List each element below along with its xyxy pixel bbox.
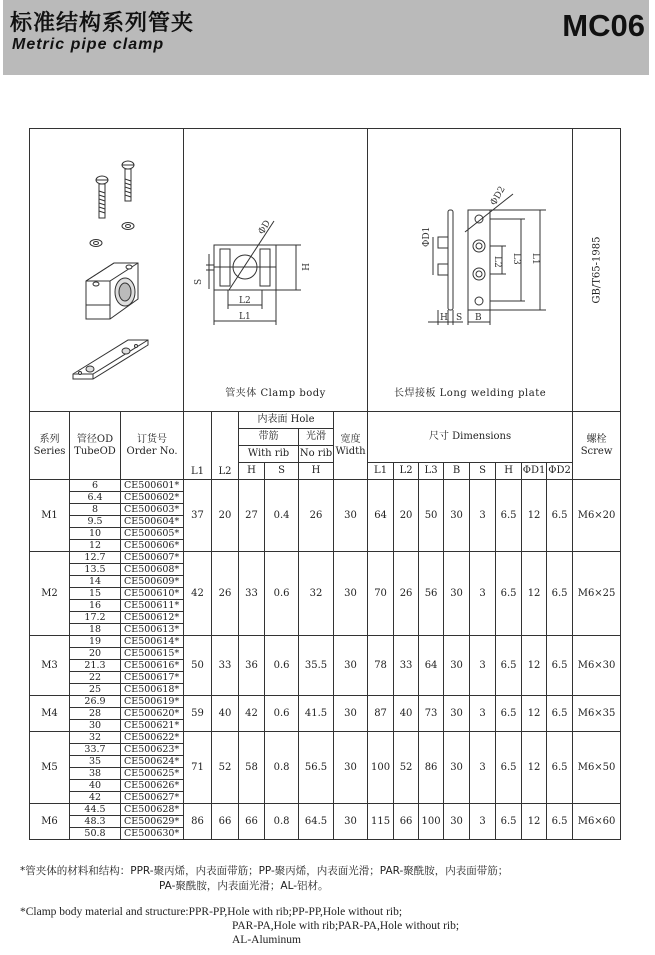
cell-tube-od-item: 19	[70, 636, 120, 648]
cell-tube-od-item: 21.3	[70, 660, 120, 672]
cell-dim-s: 3	[470, 552, 496, 636]
cell-dim-s: 3	[470, 636, 496, 696]
cell-order-no	[121, 552, 184, 636]
standard-cell	[573, 129, 621, 412]
cell-tube-od	[70, 552, 121, 636]
table-row	[30, 480, 621, 552]
cell-dim-b: 30	[444, 552, 470, 636]
header-no-rib: No rib	[299, 446, 334, 463]
header-dim-d2: ΦD2	[547, 463, 573, 480]
cell-l1: 59	[184, 696, 212, 732]
cell-dim-l3: 86	[419, 732, 444, 804]
cell-tube-od-item: 25	[88, 684, 102, 695]
cell-tube-od-item: 10	[70, 528, 120, 540]
cell-tube-od-item: 8	[70, 504, 120, 516]
cell-order-no-item: CE500608*	[121, 564, 183, 576]
header-dim-l1: L1	[368, 463, 394, 480]
cell-dim-b: 30	[444, 696, 470, 732]
cell-s: 0.4	[265, 480, 299, 552]
cell-order-no-item: CE500628*	[121, 804, 183, 816]
cell-l2: 40	[212, 696, 239, 732]
cell-series: M2	[30, 552, 70, 636]
note-en-line-1: *Clamp body material and structure:PPR-PP,Hole with rib;PP-PP,Hole without rib;	[20, 906, 403, 918]
header-dim-l2: L2	[394, 463, 419, 480]
cell-tube-od-item: 14	[70, 576, 120, 588]
cell-dim-l3: 56	[419, 552, 444, 636]
cell-order-no-item: CE500620*	[121, 708, 183, 720]
cell-tube-od-item: 26.9	[70, 696, 120, 708]
cell-order-no-item: CE500627*	[124, 792, 180, 803]
cell-order-no-item: CE500621*	[124, 720, 180, 731]
cell-width: 30	[334, 696, 368, 732]
title-cn: 标准结构系列管夹	[10, 11, 195, 36]
cell-dim-l1: 100	[368, 732, 394, 804]
header-s: S	[265, 463, 299, 480]
cell-l2: 52	[212, 732, 239, 804]
welding-plate-caption: 长焊接板 Long welding plate	[393, 387, 547, 399]
cell-l1: 86	[184, 804, 212, 840]
label-h-plate: H	[440, 313, 448, 323]
cell-order-no	[121, 480, 184, 552]
label-phi-d2: ΦD2	[489, 184, 508, 208]
cell-dim-l2: 26	[394, 552, 419, 636]
cell-s: 0.6	[265, 636, 299, 696]
header-smooth-cn: 光滑	[299, 429, 334, 446]
cell-dim-l2: 52	[394, 732, 419, 804]
cell-tube-od-item: 38	[70, 768, 120, 780]
notes-en	[20, 905, 459, 947]
cell-series: M3	[30, 636, 70, 696]
cell-tube-od-item: 12	[88, 540, 102, 551]
cell-tube-od	[70, 636, 121, 696]
cell-order-no-item: CE500618*	[124, 684, 180, 695]
standard-label: GB/T65-1985	[590, 236, 602, 304]
spec-table	[29, 128, 621, 840]
cell-l2: 33	[212, 636, 239, 696]
cell-tube-od-item: 30	[88, 720, 102, 731]
table-body	[30, 480, 621, 840]
label-l2: L2	[239, 296, 251, 306]
cell-dim-h: 6.5	[496, 732, 522, 804]
cell-dim-d2: 6.5	[547, 804, 573, 840]
cell-dim-l1: 87	[368, 696, 394, 732]
cell-l2: 26	[212, 552, 239, 636]
cell-dim-d2: 6.5	[547, 480, 573, 552]
table-row	[30, 804, 621, 840]
product-code: MC06	[562, 8, 645, 43]
cell-tube-od-item: 35	[70, 756, 120, 768]
welding-plate-figure	[368, 129, 573, 412]
cell-dim-l2: 33	[394, 636, 419, 696]
figure-row	[30, 129, 621, 412]
header-l1: L1	[184, 412, 212, 480]
header-l2: L2	[212, 412, 239, 480]
clamp-body-diagram-icon	[184, 129, 368, 411]
cell-l2: 20	[212, 480, 239, 552]
cell-l1: 42	[184, 552, 212, 636]
cell-dim-d1: 12	[522, 480, 547, 552]
cell-order-no-item: CE500615*	[121, 648, 183, 660]
cell-width: 30	[334, 636, 368, 696]
cell-dim-d2: 6.5	[547, 552, 573, 636]
cell-dim-l3: 64	[419, 636, 444, 696]
cell-screw: M6×50	[573, 732, 621, 804]
cell-tube-od-item: 44.5	[70, 804, 120, 816]
cell-tube-od-item: 18	[88, 624, 102, 635]
cell-tube-od-item: 48.3	[70, 816, 120, 828]
cell-h: 66	[239, 804, 265, 840]
cell-dim-l1: 64	[368, 480, 394, 552]
header-dimensions: 尺寸 Dimensions	[368, 412, 573, 463]
cell-dim-d2: 6.5	[547, 696, 573, 732]
cell-dim-h: 6.5	[496, 636, 522, 696]
cell-dim-d1: 12	[522, 732, 547, 804]
cell-screw: M6×25	[573, 552, 621, 636]
cell-screw: M6×35	[573, 696, 621, 732]
clamp-assembly-icon	[30, 129, 184, 411]
cell-dim-s: 3	[470, 732, 496, 804]
cell-order-no-item: CE500617*	[121, 672, 183, 684]
label-phi-d: ΦD	[256, 218, 273, 237]
label-b-plate: B	[475, 313, 482, 323]
cell-l2: 66	[212, 804, 239, 840]
note-en-line-2: PAR-PA,Hole with rib;PAR-PA,Hole without rib;	[232, 920, 460, 932]
label-l2-plate: L2	[492, 256, 503, 268]
table-row	[30, 552, 621, 636]
cell-order-no	[121, 732, 184, 804]
header-screw: 螺栓 Screw	[573, 412, 621, 480]
cell-tube-od-item: 50.8	[84, 828, 106, 839]
cell-width: 30	[334, 804, 368, 840]
cell-tube-od	[70, 696, 121, 732]
cell-tube-od-item: 16	[70, 600, 120, 612]
cell-h: 27	[239, 480, 265, 552]
cell-tube-od-item: 6.4	[70, 492, 120, 504]
header-order-no: 订货号 Order No.	[121, 412, 184, 480]
cell-tube-od-item: 13.5	[70, 564, 120, 576]
cell-h-norib: 64.5	[299, 804, 334, 840]
cell-order-no-item: CE500614*	[121, 636, 183, 648]
header-dim-s: S	[470, 463, 496, 480]
label-l3-plate: L3	[511, 253, 522, 265]
cell-dim-l2: 66	[394, 804, 419, 840]
header-rib-cn: 带筋	[239, 429, 299, 446]
table-row	[30, 636, 621, 696]
cell-h: 42	[239, 696, 265, 732]
header-with-rib: With rib	[239, 446, 299, 463]
cell-h-norib: 32	[299, 552, 334, 636]
cell-dim-l3: 73	[419, 696, 444, 732]
cell-dim-h: 6.5	[496, 480, 522, 552]
cell-tube-od-item: 33.7	[70, 744, 120, 756]
cell-h-norib: 41.5	[299, 696, 334, 732]
cell-tube-od-item: 20	[70, 648, 120, 660]
cell-tube-od-item: 22	[70, 672, 120, 684]
cell-order-no-item: CE500607*	[121, 552, 183, 564]
header-dim-b: B	[444, 463, 470, 480]
welding-plate-diagram-icon	[368, 129, 573, 411]
cell-screw: M6×30	[573, 636, 621, 696]
cell-tube-od-item: 17.2	[70, 612, 120, 624]
cell-dim-b: 30	[444, 732, 470, 804]
cell-l1: 50	[184, 636, 212, 696]
cell-dim-d1: 12	[522, 804, 547, 840]
cell-s: 0.6	[265, 696, 299, 732]
cell-order-no-item: CE500606*	[124, 540, 180, 551]
cell-h: 36	[239, 636, 265, 696]
cell-tube-od-item: 12.7	[70, 552, 120, 564]
cell-width: 30	[334, 480, 368, 552]
cell-series: M5	[30, 732, 70, 804]
cell-order-no-item: CE500603*	[121, 504, 183, 516]
cell-h-norib: 26	[299, 480, 334, 552]
cell-tube-od	[70, 732, 121, 804]
cell-series: M4	[30, 696, 70, 732]
header-hole: 内表面 Hole	[239, 412, 334, 429]
label-h: H	[299, 263, 310, 271]
cell-order-no-item: CE500605*	[121, 528, 183, 540]
cell-tube-od	[70, 480, 121, 552]
cell-dim-l3: 100	[419, 804, 444, 840]
cell-order-no-item: CE500624*	[121, 756, 183, 768]
cell-dim-l3: 50	[419, 480, 444, 552]
cell-width: 30	[334, 732, 368, 804]
cell-dim-l1: 70	[368, 552, 394, 636]
cell-dim-l1: 115	[368, 804, 394, 840]
label-l1-plate: L1	[530, 253, 541, 265]
cell-l1: 37	[184, 480, 212, 552]
cell-tube-od-item: 28	[70, 708, 120, 720]
label-s-plate: S	[456, 313, 463, 323]
cell-s: 0.8	[265, 804, 299, 840]
header-tube-od: 管径OD TubeOD	[70, 412, 121, 480]
cell-dim-b: 30	[444, 804, 470, 840]
cell-order-no-item: CE500604*	[121, 516, 183, 528]
cell-order-no-item: CE500609*	[121, 576, 183, 588]
clamp-body-caption: 管夹体 Clamp body	[225, 387, 326, 399]
cell-h-norib: 35.5	[299, 636, 334, 696]
cell-order-no-item: CE500601*	[121, 480, 183, 492]
cell-tube-od-item: 42	[88, 792, 102, 803]
cell-order-no-item: CE500623*	[121, 744, 183, 756]
cell-order-no-item: CE500610*	[121, 588, 183, 600]
cell-dim-s: 3	[470, 804, 496, 840]
cell-order-no	[121, 804, 184, 840]
table-row	[30, 732, 621, 804]
cell-dim-l1: 78	[368, 636, 394, 696]
cell-dim-d2: 6.5	[547, 636, 573, 696]
label-l1: L1	[239, 312, 251, 322]
cell-order-no-item: CE500613*	[124, 624, 180, 635]
cell-order-no-item: CE500625*	[121, 768, 183, 780]
note-cn-line-1: *管夹体的材料和结构：PPR-聚丙烯，内表面带筋；PP-聚丙烯，内表面光滑；PAR-聚酰胺，内表面带筋；	[20, 865, 509, 877]
note-en-line-3: AL-Aluminum	[232, 934, 301, 946]
cell-dim-s: 3	[470, 480, 496, 552]
cell-order-no-item: CE500612*	[121, 612, 183, 624]
cell-order-no-item: CE500629*	[121, 816, 183, 828]
cell-screw: M6×60	[573, 804, 621, 840]
cell-dim-d1: 12	[522, 636, 547, 696]
cell-tube-od	[70, 804, 121, 840]
header-series: 系列 Series	[30, 412, 70, 480]
title-en: Metric pipe clamp	[12, 36, 165, 53]
cell-tube-od-item: 40	[70, 780, 120, 792]
cell-s: 0.8	[265, 732, 299, 804]
header-h: H	[239, 463, 265, 480]
cell-dim-d1: 12	[522, 552, 547, 636]
header-dim-d1: ΦD1	[522, 463, 547, 480]
table-row	[30, 696, 621, 732]
cell-order-no-item: CE500622*	[121, 732, 183, 744]
header-dim-l3: L3	[419, 463, 444, 480]
cell-dim-s: 3	[470, 696, 496, 732]
label-phi-d1: ΦD1	[422, 226, 433, 247]
cell-dim-h: 6.5	[496, 804, 522, 840]
cell-order-no	[121, 696, 184, 732]
cell-h-norib: 56.5	[299, 732, 334, 804]
label-s: S	[194, 278, 205, 285]
cell-h: 33	[239, 552, 265, 636]
cell-dim-d2: 6.5	[547, 732, 573, 804]
cell-dim-b: 30	[444, 480, 470, 552]
cell-tube-od-item: 32	[70, 732, 120, 744]
cell-dim-d1: 12	[522, 696, 547, 732]
exploded-view-figure	[30, 129, 184, 412]
note-cn-line-2: PA-聚酰胺，内表面光滑；AL-铝材。	[159, 880, 329, 892]
cell-h: 58	[239, 732, 265, 804]
cell-order-no-item: CE500616*	[121, 660, 183, 672]
header-h-norib: H	[299, 463, 334, 480]
cell-dim-l2: 20	[394, 480, 419, 552]
cell-dim-l2: 40	[394, 696, 419, 732]
cell-dim-h: 6.5	[496, 552, 522, 636]
cell-l1: 71	[184, 732, 212, 804]
cell-series: M6	[30, 804, 70, 840]
cell-tube-od-item: 9.5	[70, 516, 120, 528]
cell-s: 0.6	[265, 552, 299, 636]
cell-order-no-item: CE500626*	[121, 780, 183, 792]
cell-order-no-item: CE500630*	[124, 828, 180, 839]
cell-order-no-item: CE500611*	[121, 600, 183, 612]
cell-order-no	[121, 636, 184, 696]
header-banner	[3, 0, 649, 75]
header-dim-h: H	[496, 463, 522, 480]
cell-tube-od-item: 15	[70, 588, 120, 600]
cell-dim-h: 6.5	[496, 696, 522, 732]
cell-screw: M6×20	[573, 480, 621, 552]
cell-tube-od-item: 6	[70, 480, 120, 492]
notes-cn	[20, 864, 508, 894]
cell-dim-b: 30	[444, 636, 470, 696]
cell-series: M1	[30, 480, 70, 552]
cell-order-no-item: CE500602*	[121, 492, 183, 504]
cell-width: 30	[334, 552, 368, 636]
clamp-body-figure	[184, 129, 368, 412]
cell-order-no-item: CE500619*	[121, 696, 183, 708]
header-width: 宽度 Width	[334, 412, 368, 480]
